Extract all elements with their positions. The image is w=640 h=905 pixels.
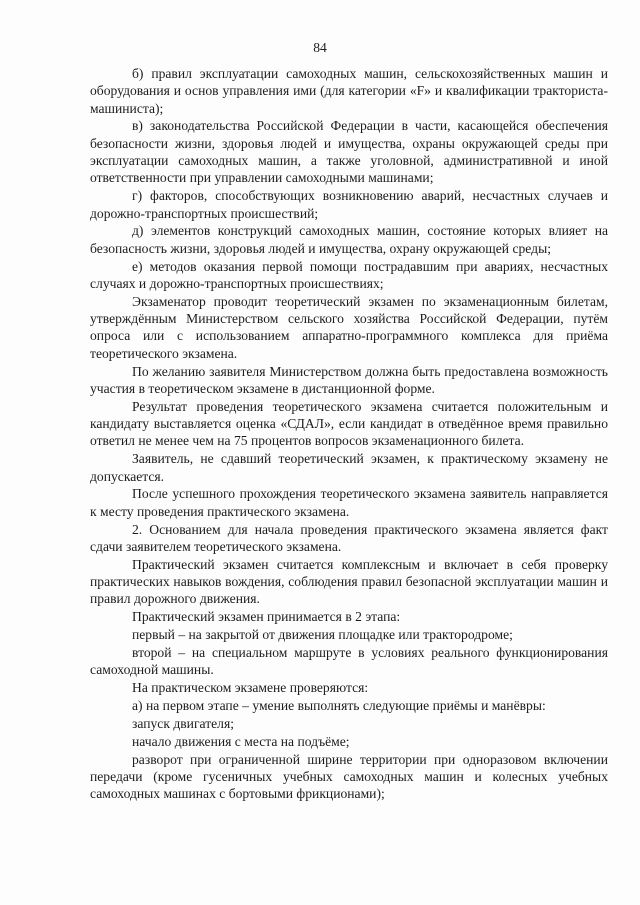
paragraph-item-g: г) факторов, способствующих возникновению аварий, несчастных случаев и дорожно-транспортных происшествий; [90,188,608,221]
document-body [90,65,608,803]
paragraph-uphill-start: начало движения с места на подъёме; [132,733,350,749]
page-number: 84 [313,40,327,55]
paragraph-practical-complex: Практический экзамен считается комплексным и включает в себя проверку практических навыков вождения, соблюдения правил безопасной эксплуатации машин и правил дорожного движения. [90,556,608,607]
paragraph-stage-one: первый – на закрытой от движения площадке или трактородроме; [132,627,513,643]
paragraph-checked-items: На практическом экзамене проверяются: [132,680,369,696]
paragraph-item-d: д) элементов конструкций самоходных машин, состояние которых влияет на безопасность жизни, здоровья людей и имущества, охрану окружающей среды; [90,223,608,256]
paragraph-stage-one-skills: а) на первом этапе – умение выполнять следующие приёмы и манёвры: [132,698,546,714]
paragraph-item-e: е) методов оказания первой помощи пострадавшим при авариях, несчастных случаях и дорожно-транспортных происшествиях; [90,258,608,291]
paragraph-stage-two: второй – на специальном маршруте в условиях реального функционирования самоходной машины. [90,645,608,678]
paragraph-item-b: б) правил эксплуатации самоходных машин, сельскохозяйственных машин и оборудования и основ управления ими (для категории «F» и квалификации тракториста-машиниста); [90,66,608,116]
paragraph-theory-exam-procedure: Экзаменатор проводит теоретический экзамен по экзаменационным билетам, утверждённым Министерством сельского хозяйства Российской Федерации, путём опроса или с использованием аппаратно-программного комплекса для приёма теоретического экзамена. [90,293,608,361]
paragraph-not-admitted: Заявитель, не сдавший теоретический экзамен, к практическому экзамену не допускается. [90,451,608,484]
paragraph-u-turn: разворот при ограниченной ширине территории при одноразовом включении передачи (кроме гусеничных учебных самоходных машин и колесных учебных самоходных машинах с бортовыми фрикционами); [90,751,608,802]
paragraph-item-v: в) законодательства Российской Федерации в части, касающейся обеспечения безопасности жизни, здоровья людей и имущества, охраны окружающей среды при эксплуатации самоходных машин, а также уголовной, административной и иной ответственности при управлении самоходными машинами; [90,118,608,186]
paragraph-two-stages: Практический экзамен принимается в 2 этапа: [132,609,401,625]
paragraph-exam-result: Результат проведения теоретического экзамена считается положительным и кандидату выставляется оценка «СДАЛ», если кандидат в отведённое время правильно ответил не менее чем на 75 процентов вопросов экзаменационного билета. [90,398,608,449]
paragraph-engine-start: запуск двигателя; [132,716,234,732]
paragraph-after-theory: После успешного прохождения теоретического экзамена заявитель направляется к месту проведения практического экзамена. [90,486,608,519]
paragraph-section-2: 2. Основанием для начала проведения практического экзамена является факт сдачи заявителем теоретического экзамена. [90,521,608,554]
paragraph-remote-exam: По желанию заявителя Министерством должна быть предоставлена возможность участия в теоретическом экзамене в дистанционной форме. [90,363,608,396]
